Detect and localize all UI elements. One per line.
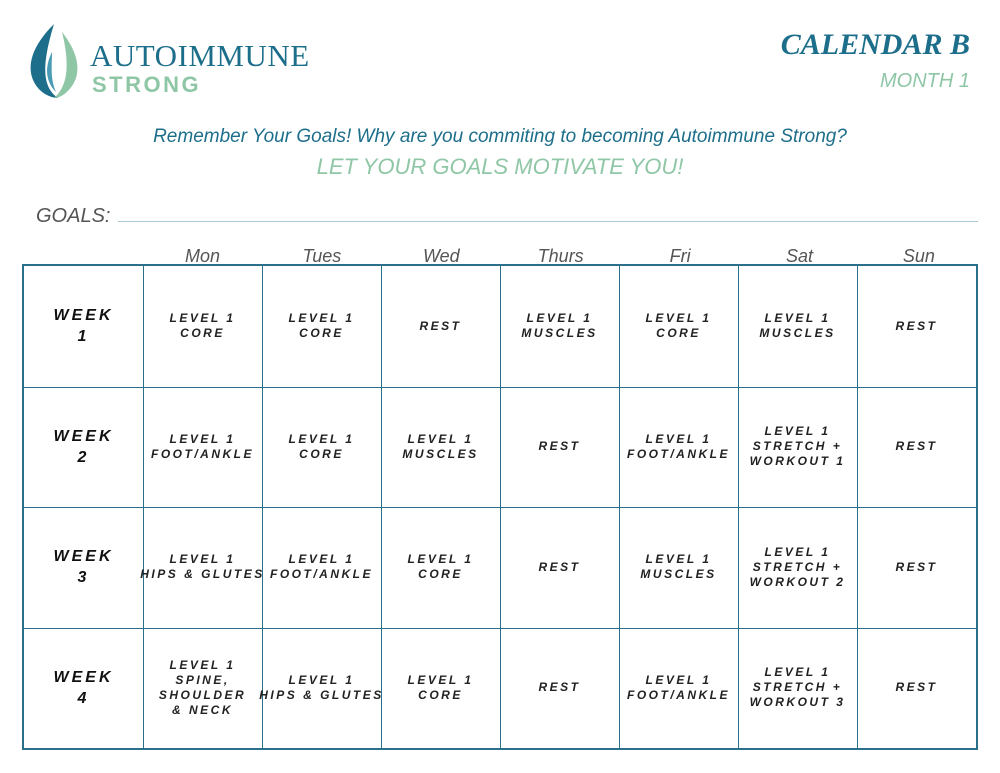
workout-text: WORKOUT 2 — [749, 574, 846, 589]
day-header-sun: Sun — [902, 246, 935, 266]
workout-text: CORE — [656, 326, 701, 341]
flame-icon — [24, 22, 86, 100]
workout-text: LEVEL 1 — [645, 672, 712, 687]
brand-name-top: AUTOIMMUNE — [90, 38, 310, 73]
day-cell-week3-tues — [262, 507, 381, 628]
workout-text: LEVEL 1 — [645, 552, 712, 567]
day-cell-week4-tues — [259, 628, 384, 749]
workout-text: FOOT/ANKLE — [151, 446, 254, 461]
day-cell-week1-mon — [143, 266, 262, 387]
goals-label: GOALS: — [36, 205, 111, 227]
workout-text: REST — [419, 318, 462, 333]
day-header-wed: Wed — [422, 246, 460, 266]
brand-logo — [24, 22, 324, 100]
day-cell-week3-sun — [857, 507, 976, 628]
workout-text: CORE — [418, 567, 463, 582]
day-cell-week4-wed — [381, 628, 500, 749]
day-cell-week3-wed — [381, 507, 500, 628]
day-cell-week1-sun — [857, 266, 976, 387]
week-label-1 — [24, 266, 143, 387]
day-cell-week2-sun — [857, 387, 976, 508]
workout-text: LEVEL 1 — [764, 665, 831, 680]
workout-text: SPINE, — [175, 672, 230, 687]
workout-text: LEVEL 1 — [764, 544, 831, 559]
calendar-title: CALENDAR B — [780, 28, 970, 61]
week-label-text: WEEK — [53, 307, 114, 325]
day-cell-week1-thurs — [500, 266, 619, 387]
workout-text: REST — [538, 439, 581, 454]
workout-text: LEVEL 1 — [764, 424, 831, 439]
workout-text: STRETCH + — [752, 439, 843, 454]
workout-text: LEVEL 1 — [526, 311, 593, 326]
day-cell-week1-fri — [619, 266, 738, 387]
workout-text: MUSCLES — [521, 326, 598, 341]
workout-text: LEVEL 1 — [169, 311, 236, 326]
day-cell-week4-thurs — [500, 628, 619, 749]
workout-text: LEVEL 1 — [407, 431, 474, 446]
day-cell-week2-tues — [262, 387, 381, 508]
workout-text: CORE — [299, 446, 344, 461]
day-header-tues: Tues — [302, 246, 342, 266]
day-cell-week1-tues — [262, 266, 381, 387]
day-cell-week2-sat — [738, 387, 857, 508]
workout-text: REST — [895, 559, 938, 574]
day-cell-week4-mon — [143, 628, 262, 749]
workout-text: REST — [895, 318, 938, 333]
week-label-text: 3 — [77, 569, 90, 587]
workout-text: FOOT/ANKLE — [627, 446, 730, 461]
calendar-month: MONTH 1 — [880, 70, 970, 92]
workout-text: STRETCH + — [752, 559, 843, 574]
day-cell-week3-fri — [619, 507, 738, 628]
day-cell-week3-thurs — [500, 507, 619, 628]
workout-text: WORKOUT 1 — [749, 454, 846, 469]
day-cell-week2-mon — [143, 387, 262, 508]
workout-text: CORE — [180, 326, 225, 341]
goals-motivation: LET YOUR GOALS MOTIVATE YOU! — [316, 154, 684, 179]
week-label-text: WEEK — [53, 548, 114, 566]
workout-text: MUSCLES — [402, 446, 479, 461]
workout-text: CORE — [299, 326, 344, 341]
workout-text: MUSCLES — [640, 567, 717, 582]
week-label-3 — [24, 507, 143, 628]
week-label-4 — [24, 628, 143, 749]
week-label-text: 4 — [77, 689, 90, 707]
workout-text: SHOULDER — [158, 687, 247, 702]
workout-text: LEVEL 1 — [407, 552, 474, 567]
workout-text: FOOT/ANKLE — [627, 687, 730, 702]
goals-input-line[interactable] — [118, 221, 978, 222]
workout-text: HIPS & GLUTES — [259, 687, 384, 702]
workout-text: CORE — [418, 687, 463, 702]
workout-text: STRETCH + — [752, 680, 843, 695]
day-header-thurs: Thurs — [537, 246, 584, 266]
workout-text: LEVEL 1 — [288, 552, 355, 567]
day-cell-week3-sat — [738, 507, 857, 628]
workout-text: LEVEL 1 — [169, 552, 236, 567]
workout-text: LEVEL 1 — [169, 657, 236, 672]
day-header-fri: Fri — [669, 246, 691, 266]
calendar-grid — [22, 264, 978, 750]
workout-text: WORKOUT 3 — [749, 695, 846, 710]
workout-text: LEVEL 1 — [288, 311, 355, 326]
day-cell-week1-wed — [381, 266, 500, 387]
workout-text: REST — [538, 680, 581, 695]
week-label-text: 1 — [77, 328, 90, 346]
workout-text: & NECK — [171, 702, 233, 717]
day-cell-week2-thurs — [500, 387, 619, 508]
day-cell-week4-sat — [738, 628, 857, 749]
workout-text: LEVEL 1 — [645, 431, 712, 446]
workout-text: REST — [895, 680, 938, 695]
week-label-text: WEEK — [53, 427, 114, 445]
workout-text: LEVEL 1 — [645, 311, 712, 326]
day-header-sat: Sat — [785, 246, 814, 266]
workout-text: LEVEL 1 — [288, 431, 355, 446]
day-cell-week3-mon — [140, 507, 265, 628]
workout-text: MUSCLES — [759, 326, 836, 341]
day-cell-week4-sun — [857, 628, 976, 749]
workout-text: LEVEL 1 — [407, 672, 474, 687]
day-cell-week2-fri — [619, 387, 738, 508]
workout-text: REST — [895, 439, 938, 454]
week-label-text: 2 — [77, 448, 90, 466]
workout-text: HIPS & GLUTES — [140, 567, 265, 582]
workout-text: LEVEL 1 — [169, 431, 236, 446]
day-cell-week1-sat — [738, 266, 857, 387]
week-label-text: WEEK — [53, 668, 114, 686]
workout-text: LEVEL 1 — [764, 311, 831, 326]
day-header-mon: Mon — [184, 246, 220, 266]
workout-text: LEVEL 1 — [288, 672, 355, 687]
day-cell-week2-wed — [381, 387, 500, 508]
day-cell-week4-fri — [619, 628, 738, 749]
goals-question: Remember Your Goals! Why are you commiting to becoming Autoimmune Strong? — [153, 126, 847, 147]
workout-text: FOOT/ANKLE — [270, 567, 373, 582]
week-label-2 — [24, 387, 143, 508]
brand-name-bottom: STRONG — [92, 72, 202, 97]
workout-text: REST — [538, 559, 581, 574]
